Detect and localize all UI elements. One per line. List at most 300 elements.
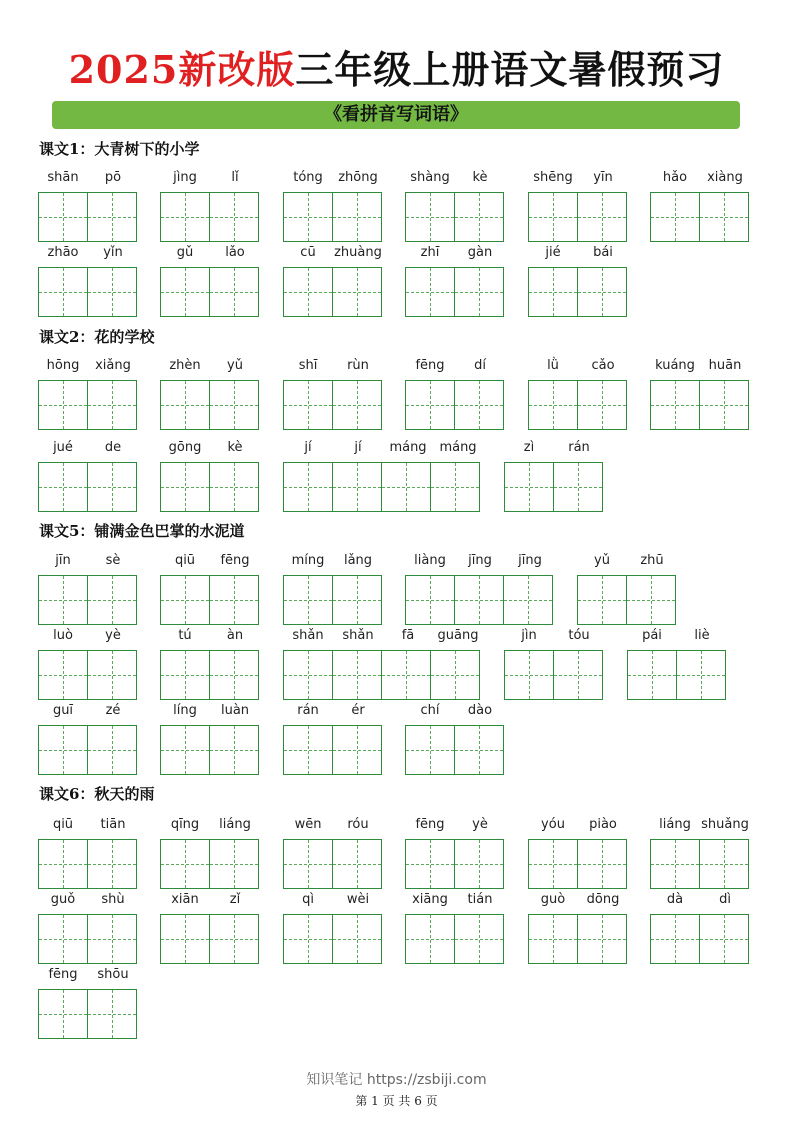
- pinyin: yè: [472, 817, 488, 832]
- tianzige-box[interactable]: [430, 650, 480, 700]
- pinyin-row: [504, 438, 604, 458]
- tianzige-box[interactable]: [577, 839, 627, 889]
- pinyin-row: [283, 626, 483, 646]
- tianzige-box[interactable]: [209, 725, 259, 775]
- pinyin: cǎo: [591, 358, 615, 373]
- pinyin: yóu: [541, 817, 565, 832]
- tianzige-box[interactable]: [405, 839, 455, 889]
- writing-grid: [160, 380, 260, 430]
- tianzige-box[interactable]: [160, 650, 210, 700]
- tianzige-box[interactable]: [454, 914, 504, 964]
- pinyin: róu: [347, 817, 369, 832]
- pinyin-row: [38, 168, 138, 188]
- tianzige-box[interactable]: [528, 380, 578, 430]
- tianzige-box[interactable]: [676, 650, 726, 700]
- writing-grid: [650, 839, 750, 889]
- tianzige-box[interactable]: [160, 380, 210, 430]
- pinyin: de: [104, 440, 122, 455]
- tianzige-box[interactable]: [577, 192, 627, 242]
- pinyin: rùn: [347, 358, 369, 373]
- tianzige-box[interactable]: [627, 650, 677, 700]
- pinyin: bái: [593, 245, 613, 260]
- word-group: [650, 890, 750, 964]
- tianzige-box[interactable]: [87, 914, 137, 964]
- pinyin: gōng: [168, 440, 202, 455]
- writing-grid: [38, 650, 138, 700]
- writing-grid: [528, 914, 628, 964]
- writing-grid: [283, 650, 483, 700]
- writing-grid: [38, 725, 138, 775]
- tianzige-box[interactable]: [332, 725, 382, 775]
- tianzige-box[interactable]: [503, 575, 553, 625]
- pinyin: luàn: [220, 703, 250, 718]
- pinyin: dí: [474, 358, 486, 373]
- word-group: [283, 701, 383, 775]
- writing-grid: [38, 462, 138, 512]
- pinyin: zé: [105, 703, 121, 718]
- pinyin-row: [38, 626, 138, 646]
- section-title: 课文1：大青树下的小学: [39, 140, 200, 158]
- pinyin-row: [528, 815, 628, 835]
- tianzige-box[interactable]: [332, 839, 382, 889]
- pinyin: jìn: [521, 628, 537, 643]
- tianzige-box[interactable]: [38, 380, 88, 430]
- tianzige-box[interactable]: [283, 575, 333, 625]
- writing-grid: [160, 462, 260, 512]
- pinyin: máng: [439, 440, 477, 455]
- pinyin: sè: [105, 553, 121, 568]
- tianzige-box[interactable]: [160, 192, 210, 242]
- writing-grid: [160, 914, 260, 964]
- pinyin-row: [627, 626, 727, 646]
- word-group: [160, 356, 260, 430]
- pinyin: zhèn: [169, 358, 201, 373]
- word-group: [38, 626, 138, 700]
- tianzige-box[interactable]: [38, 462, 88, 512]
- tianzige-box[interactable]: [87, 462, 137, 512]
- tianzige-box[interactable]: [553, 650, 603, 700]
- pinyin: qì: [302, 892, 314, 907]
- subtitle-banner: 《看拼音写词语》: [52, 101, 740, 129]
- tianzige-box[interactable]: [454, 575, 504, 625]
- pinyin: hǎo: [662, 170, 688, 185]
- tianzige-box[interactable]: [283, 650, 333, 700]
- word-group: [38, 243, 138, 317]
- tianzige-box[interactable]: [699, 192, 749, 242]
- pinyin-row: [160, 438, 260, 458]
- word-group: [38, 438, 138, 512]
- pinyin: zhōng: [338, 170, 378, 185]
- tianzige-box[interactable]: [332, 380, 382, 430]
- word-group: [160, 438, 260, 512]
- tianzige-box[interactable]: [528, 914, 578, 964]
- pinyin: guāng: [437, 628, 479, 643]
- pinyin-row: [528, 356, 628, 376]
- tianzige-box[interactable]: [38, 989, 88, 1039]
- pinyin-row: [650, 815, 750, 835]
- tianzige-box[interactable]: [38, 839, 88, 889]
- pinyin-row: [283, 701, 383, 721]
- writing-grid: [405, 192, 505, 242]
- pinyin: tóu: [568, 628, 590, 643]
- pinyin-row: [283, 438, 483, 458]
- pinyin: chí: [420, 703, 440, 718]
- pinyin-row: [160, 626, 260, 646]
- writing-grid: [405, 380, 505, 430]
- word-group: [160, 168, 260, 242]
- tianzige-box[interactable]: [504, 650, 554, 700]
- pinyin: shǎn: [292, 628, 324, 643]
- pinyin: lǎng: [343, 553, 373, 568]
- writing-grid: [405, 575, 555, 625]
- tianzige-box[interactable]: [283, 267, 333, 317]
- writing-grid: [283, 380, 383, 430]
- word-group: [38, 890, 138, 964]
- pinyin-row: [650, 890, 750, 910]
- tianzige-box[interactable]: [38, 192, 88, 242]
- tianzige-box[interactable]: [209, 650, 259, 700]
- tianzige-box[interactable]: [381, 650, 431, 700]
- word-group: [38, 356, 138, 430]
- word-group: [283, 890, 383, 964]
- pinyin: tóng: [293, 170, 323, 185]
- pinyin: zhuàng: [334, 245, 382, 260]
- tianzige-box[interactable]: [650, 839, 700, 889]
- page-title: [0, 44, 793, 96]
- writing-grid: [38, 192, 138, 242]
- tianzige-box[interactable]: [283, 839, 333, 889]
- pinyin: zhāo: [47, 245, 79, 260]
- tianzige-box[interactable]: [283, 914, 333, 964]
- pinyin: liè: [694, 628, 710, 643]
- tianzige-box[interactable]: [209, 380, 259, 430]
- footer-page-number: 第 1 页 共 6 页: [355, 1094, 438, 1108]
- title-year-part: 2025新改版: [68, 47, 296, 92]
- tianzige-box[interactable]: [87, 575, 137, 625]
- tianzige-box[interactable]: [332, 575, 382, 625]
- pinyin: pō: [104, 170, 122, 185]
- tianzige-box[interactable]: [87, 267, 137, 317]
- pinyin: luò: [53, 628, 73, 643]
- section-title: 课文5：铺满金色巴掌的水泥道: [39, 522, 245, 540]
- pinyin: àn: [226, 628, 244, 643]
- pinyin: shù: [101, 892, 125, 907]
- writing-grid: [160, 192, 260, 242]
- pinyin-row: [38, 243, 138, 263]
- writing-grid: [38, 839, 138, 889]
- tianzige-box[interactable]: [430, 462, 480, 512]
- pinyin-row: [38, 965, 138, 985]
- tianzige-box[interactable]: [209, 267, 259, 317]
- pinyin: máng: [389, 440, 427, 455]
- word-group: [283, 243, 383, 317]
- tianzige-box[interactable]: [699, 380, 749, 430]
- word-group: [160, 701, 260, 775]
- tianzige-box[interactable]: [38, 914, 88, 964]
- pinyin: shuǎng: [701, 817, 749, 832]
- tianzige-box[interactable]: [209, 192, 259, 242]
- pinyin-row: [405, 815, 505, 835]
- tianzige-box[interactable]: [87, 650, 137, 700]
- pinyin-row: [283, 243, 383, 263]
- pinyin: dì: [719, 892, 731, 907]
- pinyin: jié: [545, 245, 561, 260]
- writing-grid: [650, 192, 750, 242]
- tianzige-box[interactable]: [454, 839, 504, 889]
- word-group: [38, 701, 138, 775]
- pinyin: lǜ: [547, 358, 559, 373]
- tianzige-box[interactable]: [405, 914, 455, 964]
- pinyin: shēng: [533, 170, 573, 185]
- pinyin-row: [405, 243, 505, 263]
- pinyin-row: [283, 815, 383, 835]
- pinyin: cū: [300, 245, 316, 260]
- word-group: [650, 356, 750, 430]
- word-group: [283, 551, 383, 625]
- pinyin-row: [38, 438, 138, 458]
- word-group: [283, 356, 383, 430]
- word-group: [405, 356, 505, 430]
- writing-grid: [528, 839, 628, 889]
- section-title: 课文6：秋天的雨: [39, 785, 155, 803]
- tianzige-box[interactable]: [405, 725, 455, 775]
- tianzige-box[interactable]: [454, 380, 504, 430]
- writing-grid: [504, 462, 604, 512]
- writing-grid: [405, 267, 505, 317]
- tianzige-box[interactable]: [87, 192, 137, 242]
- pinyin: lǐ: [231, 170, 239, 185]
- pinyin: zǐ: [229, 892, 241, 907]
- tianzige-box[interactable]: [577, 575, 627, 625]
- writing-grid: [405, 839, 505, 889]
- tianzige-box[interactable]: [160, 575, 210, 625]
- tianzige-box[interactable]: [209, 462, 259, 512]
- tianzige-box[interactable]: [528, 267, 578, 317]
- writing-grid: [38, 989, 138, 1039]
- tianzige-box[interactable]: [209, 575, 259, 625]
- pinyin-row: [38, 356, 138, 376]
- writing-grid: [38, 575, 138, 625]
- tianzige-box[interactable]: [528, 839, 578, 889]
- pinyin: qiū: [52, 817, 74, 832]
- pinyin: yè: [105, 628, 121, 643]
- word-group: [405, 168, 505, 242]
- title-main-part: 三年级上册语文暑假预习: [295, 47, 725, 92]
- pinyin: kuáng: [655, 358, 695, 373]
- word-group: [283, 438, 483, 512]
- word-group: [504, 626, 604, 700]
- tianzige-box[interactable]: [87, 725, 137, 775]
- pinyin-row: [160, 701, 260, 721]
- pinyin: dōng: [586, 892, 620, 907]
- tianzige-box[interactable]: [160, 725, 210, 775]
- tianzige-box[interactable]: [577, 914, 627, 964]
- writing-grid: [283, 267, 383, 317]
- pinyin: tián: [467, 892, 493, 907]
- writing-grid: [283, 725, 383, 775]
- pinyin: xiǎng: [95, 358, 131, 373]
- pinyin-row: [160, 551, 260, 571]
- word-group: [528, 815, 628, 889]
- pinyin-row: [405, 168, 505, 188]
- pinyin: liáng: [659, 817, 691, 832]
- pinyin-row: [38, 551, 138, 571]
- pinyin: lǎo: [225, 245, 245, 260]
- tianzige-box[interactable]: [87, 380, 137, 430]
- tianzige-box[interactable]: [283, 192, 333, 242]
- writing-grid: [38, 380, 138, 430]
- writing-grid: [528, 267, 628, 317]
- writing-grid: [627, 650, 727, 700]
- pinyin-row: [577, 551, 677, 571]
- tianzige-box[interactable]: [454, 192, 504, 242]
- pinyin: shān: [47, 170, 79, 185]
- writing-grid: [160, 839, 260, 889]
- pinyin: jí: [304, 440, 312, 455]
- writing-grid: [504, 650, 604, 700]
- tianzige-box[interactable]: [577, 267, 627, 317]
- word-group: [650, 815, 750, 889]
- tianzige-box[interactable]: [87, 839, 137, 889]
- pinyin: rán: [297, 703, 319, 718]
- tianzige-box[interactable]: [283, 462, 333, 512]
- tianzige-box[interactable]: [405, 267, 455, 317]
- pinyin: jīng: [518, 553, 542, 568]
- pinyin: jué: [53, 440, 73, 455]
- tianzige-box[interactable]: [650, 192, 700, 242]
- pinyin: dà: [666, 892, 684, 907]
- tianzige-box[interactable]: [699, 839, 749, 889]
- pinyin: kè: [227, 440, 243, 455]
- pinyin: guǒ: [50, 892, 76, 907]
- writing-grid: [405, 914, 505, 964]
- tianzige-box[interactable]: [38, 650, 88, 700]
- pinyin-row: [160, 243, 260, 263]
- pinyin-row: [283, 551, 383, 571]
- tianzige-box[interactable]: [454, 725, 504, 775]
- tianzige-box[interactable]: [38, 575, 88, 625]
- tianzige-box[interactable]: [504, 462, 554, 512]
- pinyin-row: [528, 243, 628, 263]
- word-group: [528, 168, 628, 242]
- pinyin: gǔ: [176, 245, 194, 260]
- tianzige-box[interactable]: [160, 267, 210, 317]
- pinyin: jí: [354, 440, 362, 455]
- pinyin: piào: [589, 817, 617, 832]
- pinyin: zì: [523, 440, 535, 455]
- tianzige-box[interactable]: [405, 192, 455, 242]
- tianzige-box[interactable]: [405, 380, 455, 430]
- pinyin: pái: [642, 628, 662, 643]
- tianzige-box[interactable]: [332, 914, 382, 964]
- word-group: [38, 551, 138, 625]
- pinyin-row: [405, 890, 505, 910]
- tianzige-box[interactable]: [577, 380, 627, 430]
- tianzige-box[interactable]: [650, 914, 700, 964]
- pinyin: fēng: [48, 967, 78, 982]
- tianzige-box[interactable]: [699, 914, 749, 964]
- tianzige-box[interactable]: [38, 725, 88, 775]
- tianzige-box[interactable]: [528, 192, 578, 242]
- pinyin: jīng: [468, 553, 492, 568]
- pinyin-row: [528, 890, 628, 910]
- pinyin-row: [405, 551, 555, 571]
- pinyin-row: [38, 701, 138, 721]
- tianzige-box[interactable]: [38, 267, 88, 317]
- writing-grid: [650, 914, 750, 964]
- tianzige-box[interactable]: [381, 462, 431, 512]
- writing-grid: [283, 575, 383, 625]
- writing-grid: [528, 192, 628, 242]
- pinyin: míng: [291, 553, 325, 568]
- footer-site: 知识笔记 https://zsbiji.com: [306, 1072, 487, 1088]
- pinyin: liáng: [219, 817, 251, 832]
- word-group: [38, 815, 138, 889]
- tianzige-box[interactable]: [454, 267, 504, 317]
- pinyin-row: [38, 815, 138, 835]
- word-group: [160, 626, 260, 700]
- pinyin: kè: [472, 170, 488, 185]
- pinyin-row: [504, 626, 604, 646]
- pinyin: zhū: [640, 553, 664, 568]
- word-group: [405, 890, 505, 964]
- word-group: [405, 815, 505, 889]
- pinyin-row: [650, 356, 750, 376]
- tianzige-box[interactable]: [160, 839, 210, 889]
- tianzige-box[interactable]: [650, 380, 700, 430]
- tianzige-box[interactable]: [160, 462, 210, 512]
- pinyin-row: [405, 356, 505, 376]
- pinyin: dào: [467, 703, 493, 718]
- tianzige-box[interactable]: [209, 914, 259, 964]
- tianzige-box[interactable]: [332, 462, 382, 512]
- tianzige-box[interactable]: [332, 650, 382, 700]
- tianzige-box[interactable]: [626, 575, 676, 625]
- writing-grid: [650, 380, 750, 430]
- tianzige-box[interactable]: [332, 192, 382, 242]
- pinyin: ér: [351, 703, 365, 718]
- pinyin: rán: [568, 440, 590, 455]
- pinyin: hōng: [46, 358, 80, 373]
- tianzige-box[interactable]: [160, 914, 210, 964]
- pinyin-row: [283, 890, 383, 910]
- pinyin: qīng: [170, 817, 200, 832]
- tianzige-box[interactable]: [332, 267, 382, 317]
- tianzige-box[interactable]: [209, 839, 259, 889]
- pinyin: shǎn: [342, 628, 374, 643]
- writing-grid: [38, 267, 138, 317]
- tianzige-box[interactable]: [405, 575, 455, 625]
- pinyin: fēng: [220, 553, 250, 568]
- tianzige-box[interactable]: [87, 989, 137, 1039]
- pinyin: xiàng: [707, 170, 743, 185]
- tianzige-box[interactable]: [283, 725, 333, 775]
- pinyin-row: [528, 168, 628, 188]
- tianzige-box[interactable]: [553, 462, 603, 512]
- pinyin: xiāng: [412, 892, 448, 907]
- tianzige-box[interactable]: [283, 380, 333, 430]
- word-group: [528, 890, 628, 964]
- pinyin: fā: [401, 628, 415, 643]
- writing-grid: [283, 839, 383, 889]
- pinyin: jīn: [55, 553, 71, 568]
- word-group: [283, 626, 483, 700]
- pinyin: huān: [708, 358, 742, 373]
- pinyin: wèi: [346, 892, 370, 907]
- word-group: [38, 168, 138, 242]
- writing-grid: [283, 462, 483, 512]
- word-group: [504, 438, 604, 512]
